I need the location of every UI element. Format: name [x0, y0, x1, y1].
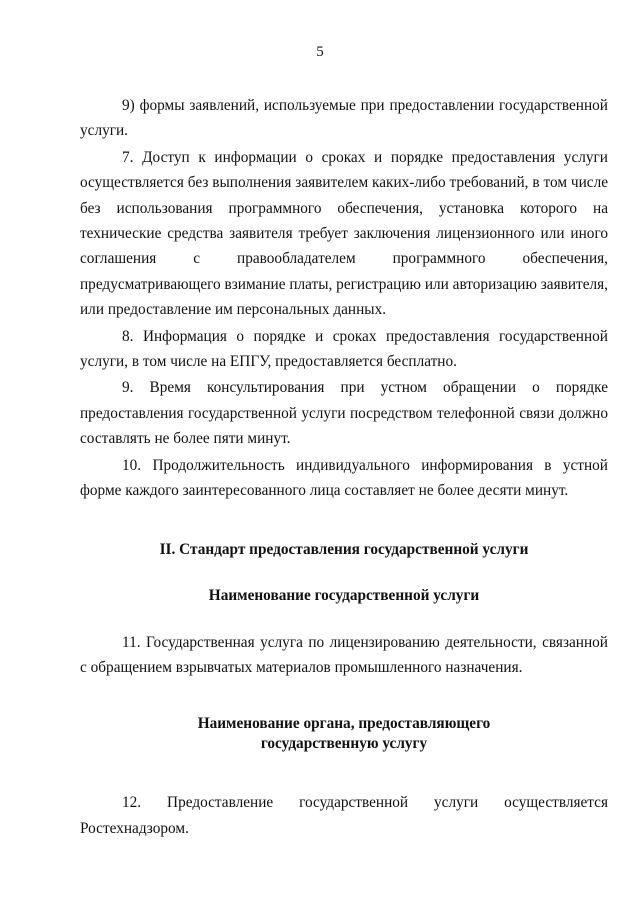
paragraph-12: 12. Предоставление государственной услуги осуществляется Ростехнадзором. — [80, 794, 608, 837]
paragraph-8: 8. Информация о порядке и сроках предоставления государственной услуги, в том числе на ЕПГУ, предоставляется бесплатно. — [80, 327, 608, 371]
paragraph-10: 10. Продолжительность индивидуального информирования в устной форме каждого заинтересованного лица составляет не более десяти минут. — [80, 456, 608, 500]
paragraph-11: 11. Государственная услуга по лицензированию деятельности, связанной с обращением взрывчатых материалов промышленного назначения. — [80, 633, 608, 676]
subheading-authority-line-2: государственную услугу — [260, 735, 428, 753]
subheading-authority-line-1: Наименование органа, предоставляющего — [197, 715, 491, 733]
subheading-authority — [80, 714, 608, 754]
document-body — [80, 93, 608, 841]
subheading-service-name: Наименование государственной услуги — [208, 586, 480, 604]
paragraph-9: 9. Время консультирования при устном обращении о порядке предоставления государственной услуги посредством телефонной связи должно составлять не более пяти минут. — [80, 379, 608, 448]
paragraph-forms: 9) формы заявлений, используемые при предоставлении государственной услуги. — [80, 97, 608, 140]
page-number: 5 — [316, 44, 324, 60]
paragraph-7: 7. Доступ к информации о сроках и порядке предоставления услуги осуществляется без выполнения заявителем каких-либо требований, в том числе без использования программного обеспечения, установка которого на технические средства заявителя требует заключения лицензионного или иного соглашения с правообладателем программного обеспечения, предусматривающего взимание платы, регистрацию или авторизацию заявителя, или предоставление им персональных данных. — [80, 148, 608, 319]
section-heading: II. Стандарт предоставления государственной услуги — [159, 540, 529, 558]
